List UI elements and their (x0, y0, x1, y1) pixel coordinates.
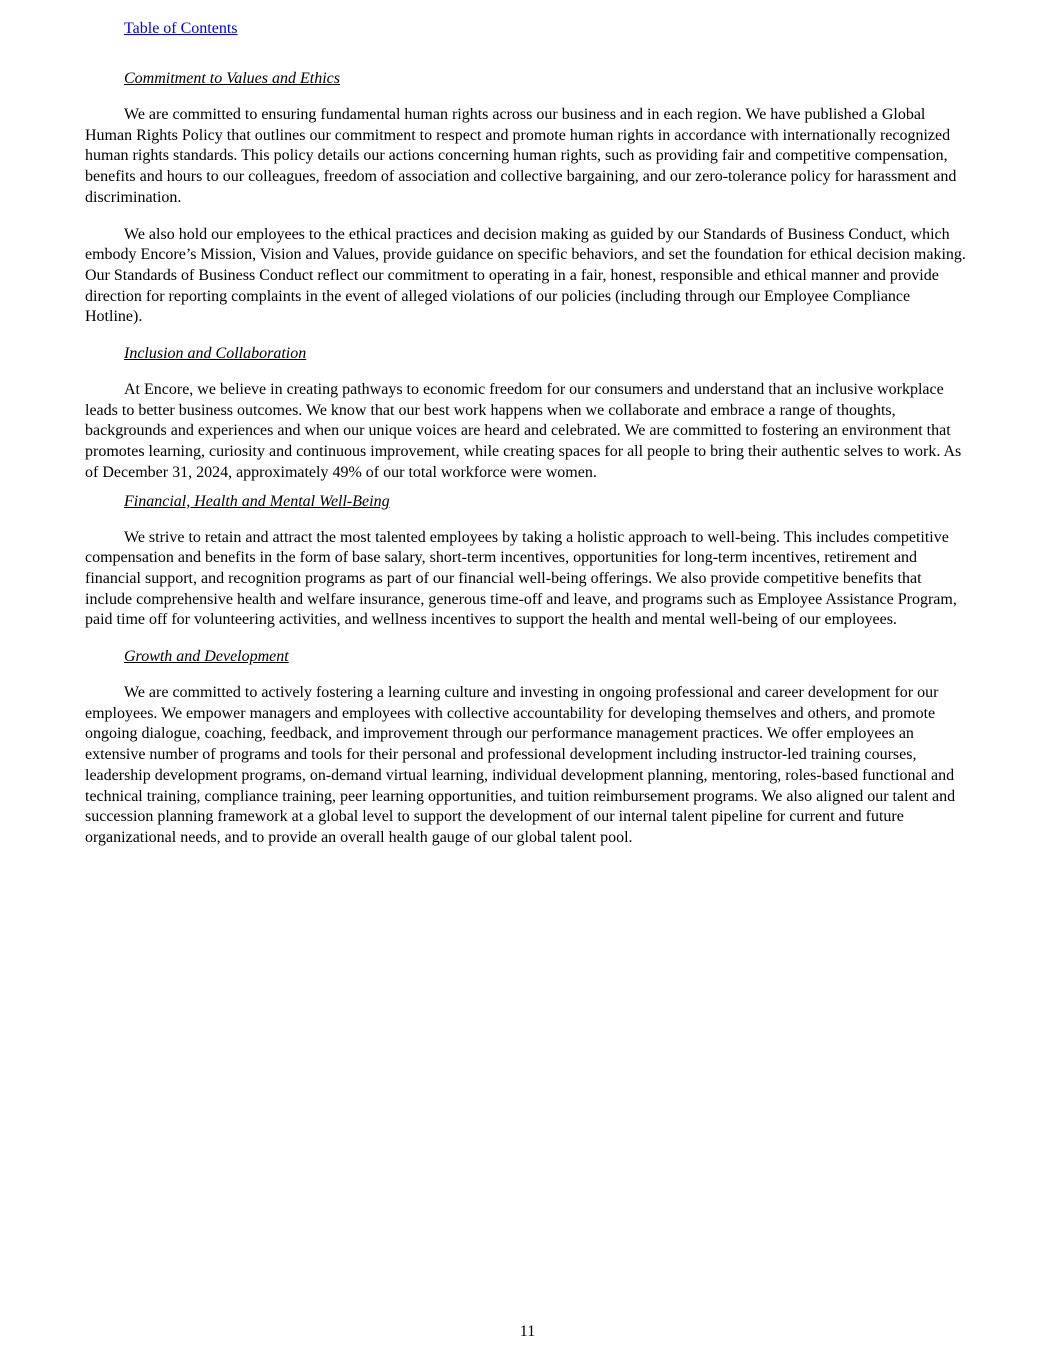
section-heading-growth: Growth and Development (124, 648, 289, 666)
paragraph-growth: We are committed to actively fostering a learning culture and investing in ongoing professional and career development for our employees. We empower managers and employees with collective accountability for developing themselves and others, and promote ongoing dialogue, coaching, feedback, and improvement through our performance management practices. We offer employees an extensive number of programs and tools for their personal and professional development including instructor-led training courses, leadership development programs, on-demand virtual learning, individual development planning, mentoring, roles-based functional and technical training, compliance training, peer learning opportunities, and tuition reimbursement programs. We also aligned our talent and succession planning framework at a global level to support the development of our internal talent pipeline for current and future organizational needs, and to provide an overall health gauge of our global talent pool. (85, 684, 956, 846)
section-heading-values-ethics: Commitment to Values and Ethics (124, 70, 340, 87)
document-page (85, 19, 971, 849)
table-of-contents-link[interactable]: Table of Contents (124, 20, 238, 37)
page-number: 11 (519, 1323, 536, 1340)
section-heading-well-being: Financial, Health and Mental Well-Being (124, 492, 390, 510)
section-heading-inclusion: Inclusion and Collaboration (124, 345, 307, 363)
paragraph-business-conduct: We also hold our employees to the ethical practices and decision making as guided by our Standards of Business Conduct, which embody Encore’s Mission, Vision and Values, provide guidance on specific behaviors, and set the foundation for ethical decision making. Our Standards of Business Conduct reflect our commitment to operating in a fair, honest, responsible and ethical manner and provide direction for reporting complaints in the event of alleged violations of our policies (including through our Employee Compliance Hotline). (85, 225, 966, 326)
paragraph-inclusion: At Encore, we believe in creating pathways to economic freedom for our consumers and understand that an inclusive workplace leads to better business outcomes. We know that our best work happens when we collaborate and embrace a range of thoughts, backgrounds and experiences and when our unique voices are heard and celebrated. We are committed to fostering an environment that promotes learning, curiosity and continuous improvement, while creating spaces for all people to bring their authentic selves to work. As of December 31, 2024, approximately 49% of our total workforce were women. (85, 381, 962, 481)
paragraph-well-being: We strive to retain and attract the most talented employees by taking a holistic approach to well-being. This includes competitive compensation and benefits in the form of base salary, short-term incentives, opportunities for long-term incentives, retirement and financial support, and recognition programs as part of our financial well-being offerings. We also provide competitive benefits that include comprehensive health and welfare insurance, generous time-off and leave, and programs such as Employee Assistance Program, paid time off for volunteering activities, and wellness incentives to support the health and mental well-being of our employees. (85, 528, 957, 629)
paragraph-human-rights: We are committed to ensuring fundamental human rights across our business and in each region. We have published a Global Human Rights Policy that outlines our commitment to respect and promote human rights in accordance with internationally recognized human rights standards. This policy details our actions concerning human rights, such as providing fair and competitive compensation, benefits and hours to our colleagues, freedom of association and collective bargaining, and our zero-tolerance policy for harassment and discrimination. (85, 106, 957, 206)
